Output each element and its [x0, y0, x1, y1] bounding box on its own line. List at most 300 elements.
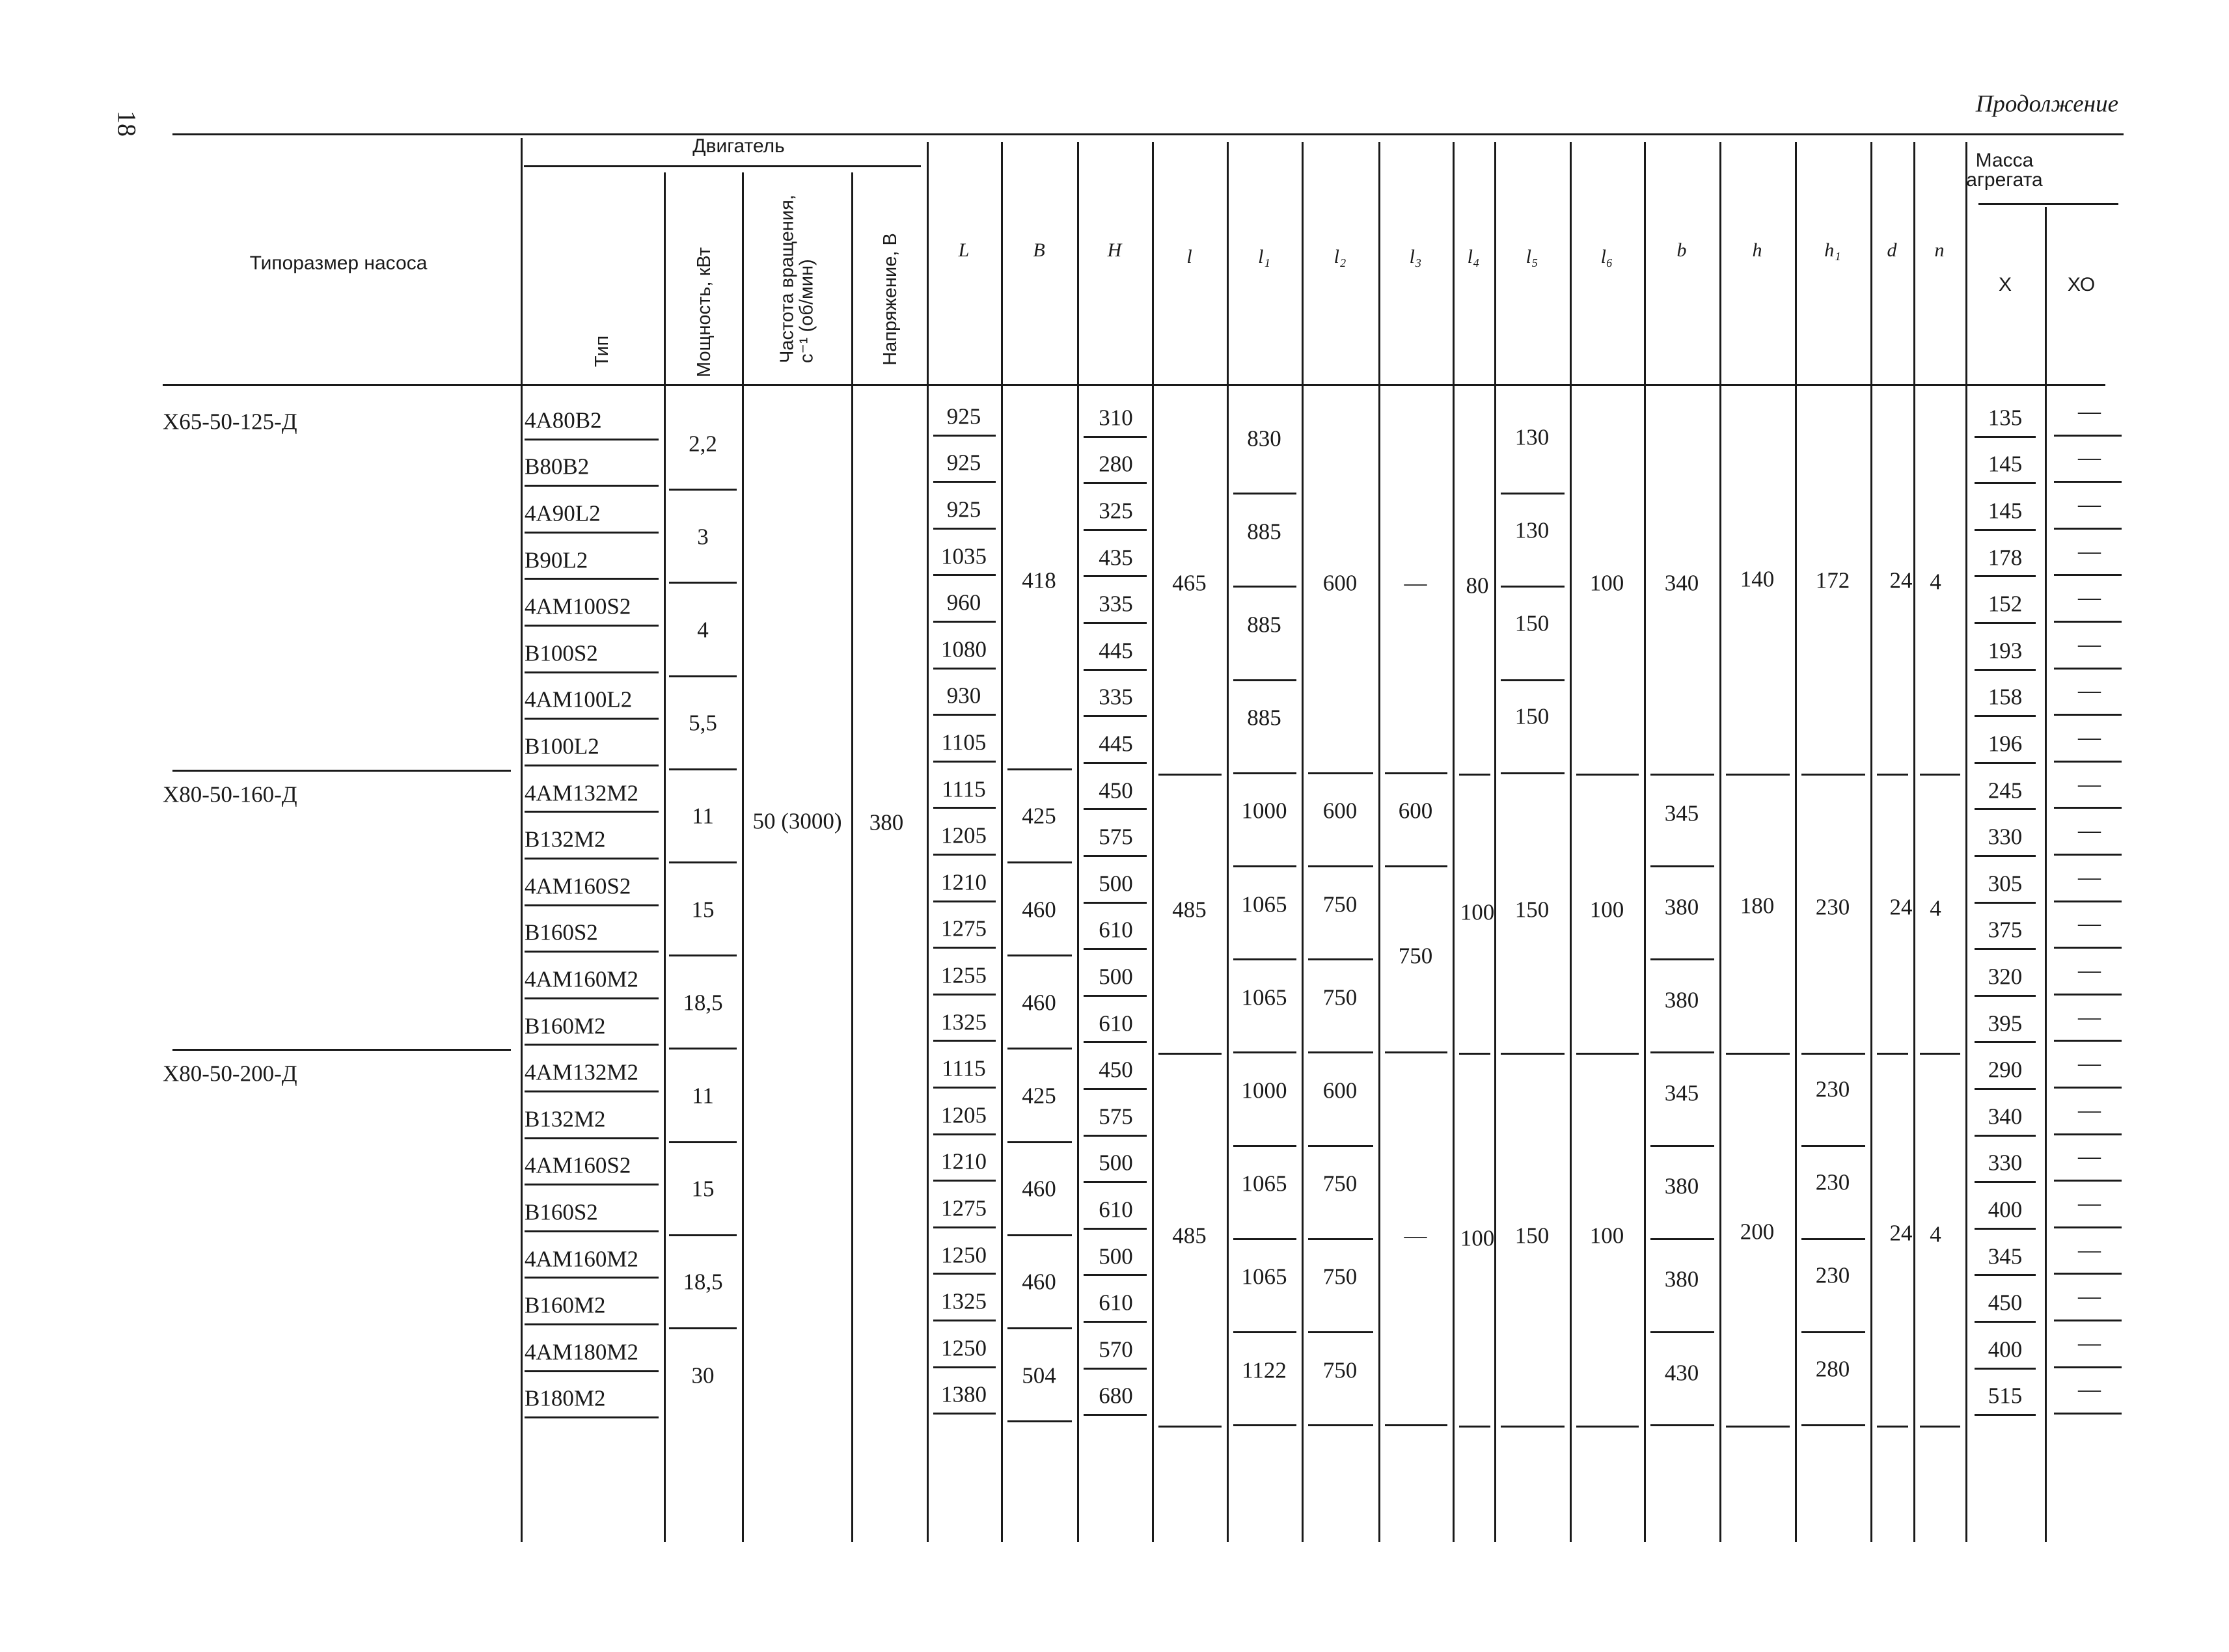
rule-horizontal	[2054, 668, 2122, 670]
rule-horizontal	[1801, 1238, 1865, 1240]
rule-horizontal	[1975, 1368, 2036, 1370]
dim-l6: 100	[1589, 1223, 1624, 1249]
dim-l: 465	[1172, 570, 1207, 596]
dim-l2: 750	[1322, 1264, 1358, 1290]
rule-horizontal	[2054, 854, 2122, 856]
rule-vertical	[1302, 142, 1304, 1542]
rule-horizontal	[1650, 865, 1714, 867]
rule-horizontal	[669, 489, 737, 491]
rule-horizontal	[1877, 774, 1908, 776]
dim-H: 500	[1099, 1243, 1133, 1269]
mass-x: 330	[1988, 1150, 2023, 1176]
rule-horizontal	[933, 668, 996, 670]
mass-x: 340	[1988, 1104, 2023, 1130]
engine-type: 4АМ132М2	[525, 1059, 639, 1085]
dim-l1: 1065	[1241, 1264, 1287, 1290]
rule-horizontal	[525, 1137, 659, 1139]
rule-horizontal	[1501, 493, 1565, 494]
rule-horizontal	[1233, 772, 1296, 774]
mass-x: 178	[1988, 545, 2023, 571]
rule-horizontal	[1975, 808, 2036, 810]
mass-xo: —	[2078, 1050, 2101, 1076]
rule-horizontal	[1650, 1051, 1714, 1053]
dim-l6: 100	[1589, 897, 1624, 923]
rule-horizontal	[669, 768, 737, 770]
dim-B: 460	[1022, 897, 1056, 923]
rule-vertical	[1001, 142, 1003, 1542]
mass-xo: —	[2078, 1376, 2101, 1402]
dim-L: 925	[946, 403, 981, 429]
rule-horizontal	[1158, 774, 1222, 776]
rule-horizontal	[933, 714, 996, 716]
engine-power: 11	[692, 803, 714, 829]
engine-type: В100L2	[525, 733, 599, 759]
rule-horizontal	[933, 435, 996, 437]
rule-horizontal	[2054, 900, 2122, 902]
dim-l3: —	[1404, 570, 1427, 596]
header-engine-type: Тип	[591, 335, 612, 368]
mass-x: 290	[1988, 1057, 2023, 1083]
dim-L: 960	[946, 589, 981, 616]
continuation-label: Продолжение	[1975, 90, 2118, 118]
rule-horizontal	[1801, 1053, 1865, 1055]
dim-H: 310	[1099, 405, 1133, 431]
dim-L: 1275	[941, 1195, 987, 1221]
header-l5: l₅	[1525, 246, 1538, 267]
dim-L: 1105	[941, 729, 987, 755]
rule-horizontal	[1801, 1331, 1865, 1333]
rule-horizontal	[933, 528, 996, 530]
rule-horizontal	[1084, 1041, 1147, 1043]
rule-horizontal	[1084, 1181, 1147, 1183]
rule-horizontal	[1084, 669, 1147, 671]
rule-vertical	[1965, 142, 1967, 1542]
pump-size-1: Х80-50-160-Д	[163, 781, 297, 807]
mass-x: 515	[1988, 1383, 2023, 1409]
dim-l1: 1000	[1241, 1077, 1287, 1104]
rule-horizontal	[669, 861, 737, 863]
mass-x: 330	[1988, 824, 2023, 850]
header-h: h	[1752, 239, 1762, 261]
dim-H: 570	[1099, 1336, 1133, 1362]
dim-l3: 750	[1398, 943, 1433, 969]
header-engine: Двигатель	[692, 135, 785, 157]
rule-horizontal	[1385, 772, 1447, 774]
rule-horizontal	[2054, 1413, 2122, 1415]
mass-xo: —	[2078, 864, 2101, 890]
dim-b: 380	[1664, 987, 1699, 1013]
dim-b: 340	[1664, 570, 1699, 596]
rule-horizontal	[2054, 807, 2122, 809]
rule-horizontal	[1007, 768, 1072, 770]
dim-L: 1080	[941, 636, 987, 662]
rule-horizontal	[1975, 622, 2036, 624]
rule-horizontal	[1084, 482, 1147, 484]
dim-h: 140	[1740, 566, 1775, 592]
mass-xo: —	[2078, 1143, 2101, 1169]
rule-horizontal	[1233, 865, 1296, 867]
rule-horizontal	[1975, 948, 2036, 950]
dim-n: 4	[1930, 895, 1941, 921]
rule-horizontal	[525, 951, 659, 953]
dim-l2: 750	[1322, 1171, 1358, 1197]
dim-d: 24	[1889, 894, 1913, 920]
mass-x: 196	[1988, 731, 2023, 757]
engine-type: В90L2	[525, 547, 588, 573]
rule-vertical	[1077, 142, 1079, 1542]
rule-horizontal	[525, 765, 659, 766]
header-l1: l₁	[1258, 246, 1270, 267]
header-b: b	[1676, 239, 1687, 261]
header-d: d	[1887, 239, 1897, 261]
dim-L: 1255	[941, 962, 987, 988]
dim-L: 930	[946, 683, 981, 709]
header-voltage: Напряжение, В	[879, 233, 901, 366]
engine-type: В160М2	[525, 1292, 606, 1318]
dim-h1: 230	[1815, 1262, 1850, 1288]
mass-xo: —	[2078, 677, 2101, 703]
dim-l2: 600	[1322, 798, 1358, 824]
engine-type: В180М2	[525, 1385, 606, 1411]
mass-x: 193	[1988, 638, 2023, 664]
rule-vertical	[1913, 142, 1915, 1542]
rule-horizontal	[525, 439, 659, 440]
dim-B: 460	[1022, 990, 1056, 1016]
rule-horizontal	[1385, 865, 1447, 867]
engine-type: В160S2	[525, 919, 598, 945]
rule-horizontal	[525, 485, 659, 487]
dim-B: 460	[1022, 1269, 1056, 1295]
dim-L: 1205	[941, 822, 987, 848]
engine-type: 4АМ160М2	[525, 1246, 639, 1272]
dim-h: 180	[1740, 893, 1775, 919]
rule-horizontal	[1975, 1414, 2036, 1416]
dim-H: 280	[1099, 451, 1133, 477]
mass-x: 320	[1988, 964, 2023, 990]
dim-l2: 600	[1322, 1077, 1358, 1104]
mass-x: 135	[1988, 405, 2023, 431]
dim-n: 4	[1930, 1221, 1941, 1247]
rule-horizontal	[1459, 774, 1490, 776]
dim-l2: 750	[1322, 891, 1358, 917]
rule-vertical	[742, 172, 744, 1542]
rule-horizontal	[1501, 679, 1565, 681]
rule-vertical	[1570, 142, 1572, 1542]
rule-horizontal	[525, 578, 659, 580]
rule-horizontal	[525, 811, 659, 813]
dim-l5: 150	[1514, 1223, 1550, 1249]
rule-horizontal	[1978, 203, 2118, 205]
dim-b: 345	[1664, 1080, 1699, 1106]
rule-horizontal	[2054, 621, 2122, 623]
rule-horizontal	[525, 1230, 659, 1232]
dim-l2: 600	[1322, 570, 1358, 596]
rule-horizontal	[525, 718, 659, 720]
rule-horizontal	[1084, 808, 1147, 810]
dim-l4: 100	[1460, 899, 1495, 925]
rule-horizontal	[1726, 774, 1790, 776]
rule-horizontal	[163, 384, 2105, 386]
dim-B: 504	[1022, 1362, 1056, 1388]
dim-L: 1380	[941, 1381, 987, 1407]
rule-horizontal	[172, 1049, 511, 1051]
engine-type: В100S2	[525, 640, 598, 666]
rule-horizontal	[933, 900, 996, 902]
rule-horizontal	[2054, 481, 2122, 483]
mass-x: 345	[1988, 1243, 2023, 1269]
mass-xo: —	[2078, 724, 2101, 750]
engine-voltage: 380	[869, 809, 904, 835]
mass-xo: —	[2078, 771, 2101, 797]
header-l2: l₂	[1333, 246, 1347, 267]
rule-horizontal	[1007, 1234, 1072, 1236]
dim-L: 925	[946, 450, 981, 476]
engine-frequency: 50 (3000)	[752, 808, 842, 834]
rule-horizontal	[1801, 1145, 1865, 1147]
rule-horizontal	[933, 1413, 996, 1415]
header-n: n	[1934, 239, 1945, 261]
dim-H: 500	[1099, 1150, 1133, 1176]
rule-horizontal	[1308, 1238, 1373, 1240]
dim-B: 460	[1022, 1176, 1056, 1202]
dim-b: 380	[1664, 894, 1699, 920]
rule-horizontal	[525, 997, 659, 999]
rule-horizontal	[1975, 1135, 2036, 1137]
header-h1: h₁	[1824, 239, 1841, 261]
dim-L: 1325	[941, 1009, 987, 1035]
header-H: H	[1107, 239, 1122, 261]
dim-b: 345	[1664, 800, 1699, 826]
rule-vertical	[1795, 142, 1797, 1542]
rule-horizontal	[933, 1180, 996, 1182]
rule-horizontal	[933, 621, 996, 623]
rule-horizontal	[1975, 575, 2036, 577]
header-frequency: Частота вращения, с⁻¹ (об/мин)	[776, 195, 817, 363]
rule-horizontal	[669, 955, 737, 956]
rule-horizontal	[1975, 995, 2036, 997]
dim-H: 335	[1099, 591, 1133, 617]
pump-size-2: Х80-50-200-Д	[163, 1061, 297, 1087]
dim-h1: 280	[1815, 1356, 1850, 1382]
mass-x: 145	[1988, 451, 2023, 477]
rule-horizontal	[525, 625, 659, 627]
rule-horizontal	[1084, 1274, 1147, 1276]
engine-power: 18,5	[683, 990, 723, 1016]
rule-horizontal	[933, 1273, 996, 1275]
rule-horizontal	[933, 1040, 996, 1042]
rule-horizontal	[1233, 1238, 1296, 1240]
rule-horizontal	[2054, 761, 2122, 763]
dim-B: 425	[1022, 1083, 1056, 1109]
dim-H: 610	[1099, 1290, 1133, 1316]
mass-xo: —	[2078, 1097, 2101, 1123]
engine-power: 3	[697, 524, 709, 550]
dim-H: 445	[1099, 638, 1133, 664]
mass-xo: —	[2078, 491, 2101, 517]
rule-horizontal	[1920, 774, 1960, 776]
dim-B: 425	[1022, 803, 1056, 829]
page-number: 18	[112, 111, 142, 137]
dim-l1: 885	[1247, 519, 1281, 545]
engine-type: 4АМ180М2	[525, 1339, 639, 1365]
rule-vertical	[2045, 207, 2047, 1542]
rule-horizontal	[933, 1366, 996, 1368]
dim-l5: 130	[1514, 517, 1550, 543]
dim-l1: 1065	[1241, 984, 1287, 1010]
rule-horizontal	[669, 1048, 737, 1049]
dim-l6: 100	[1589, 570, 1624, 596]
rule-horizontal	[2054, 574, 2122, 576]
rule-vertical	[1152, 142, 1154, 1542]
rule-horizontal	[2054, 1273, 2122, 1275]
rule-horizontal	[1975, 902, 2036, 904]
rule-horizontal	[1308, 772, 1373, 774]
dim-b: 380	[1664, 1266, 1699, 1292]
engine-type: В80В2	[525, 454, 590, 480]
dim-l5: 150	[1514, 610, 1550, 636]
dim-l1: 885	[1247, 705, 1281, 731]
rule-horizontal	[172, 770, 511, 772]
dim-L: 1210	[941, 869, 987, 895]
rule-horizontal	[1233, 586, 1296, 588]
rule-horizontal	[1233, 958, 1296, 960]
mass-xo: —	[2078, 1004, 2101, 1030]
rule-vertical	[1378, 142, 1380, 1542]
dim-H: 450	[1099, 778, 1133, 804]
rule-horizontal	[1233, 679, 1296, 681]
engine-power: 2,2	[689, 431, 717, 457]
rule-horizontal	[1007, 1048, 1072, 1049]
rule-horizontal	[1084, 902, 1147, 904]
rule-horizontal	[2054, 714, 2122, 716]
rule-horizontal	[525, 1277, 659, 1279]
rule-horizontal	[1975, 855, 2036, 857]
rule-horizontal	[1650, 774, 1714, 776]
rule-horizontal	[2054, 1133, 2122, 1135]
dim-H: 450	[1099, 1057, 1133, 1083]
rule-horizontal	[669, 1234, 737, 1236]
rule-horizontal	[1877, 1426, 1908, 1428]
dim-d: 24	[1889, 567, 1913, 593]
rule-horizontal	[1801, 1424, 1865, 1426]
rule-horizontal	[1084, 1414, 1147, 1416]
rule-horizontal	[933, 947, 996, 949]
dim-l2: 750	[1322, 984, 1358, 1010]
rule-horizontal	[1975, 1041, 2036, 1043]
rule-horizontal	[1576, 774, 1639, 776]
dim-H: 610	[1099, 917, 1133, 943]
rule-horizontal	[1726, 1053, 1790, 1055]
dim-l1: 885	[1247, 612, 1281, 638]
header-power: Мощность, кВт	[693, 247, 715, 377]
rule-horizontal	[1501, 586, 1565, 588]
rule-horizontal	[525, 1416, 659, 1418]
rule-horizontal	[1975, 1274, 2036, 1276]
rule-horizontal	[1084, 1088, 1147, 1090]
rule-vertical	[1227, 142, 1229, 1542]
rule-horizontal	[1975, 1228, 2036, 1230]
rule-vertical	[1644, 142, 1646, 1542]
rule-horizontal	[2054, 1320, 2122, 1321]
engine-type: В132М2	[525, 826, 606, 852]
rule-vertical	[664, 172, 666, 1542]
rule-horizontal	[1084, 575, 1147, 577]
engine-type: В160М2	[525, 1013, 606, 1039]
header-l3: l₃	[1409, 246, 1422, 267]
rule-horizontal	[1975, 529, 2036, 531]
rule-horizontal	[2054, 947, 2122, 949]
rule-horizontal	[1084, 1228, 1147, 1230]
dim-b: 380	[1664, 1173, 1699, 1199]
engine-power: 15	[691, 897, 715, 923]
dim-b: 430	[1664, 1360, 1699, 1386]
rule-horizontal	[669, 675, 737, 677]
rule-horizontal	[1975, 715, 2036, 717]
rule-horizontal	[933, 1133, 996, 1135]
dim-l1: 1000	[1241, 798, 1287, 824]
rule-horizontal	[1084, 1321, 1147, 1323]
rule-horizontal	[525, 904, 659, 906]
dim-H: 610	[1099, 1197, 1133, 1223]
rule-horizontal	[2054, 1226, 2122, 1228]
mass-x: 305	[1988, 871, 2023, 897]
dim-H: 500	[1099, 871, 1133, 897]
rule-horizontal	[524, 165, 921, 167]
rule-horizontal	[933, 854, 996, 856]
rule-horizontal	[1801, 774, 1865, 776]
dim-H: 610	[1099, 1010, 1133, 1036]
rule-horizontal	[1650, 1424, 1714, 1426]
rule-horizontal	[1726, 1426, 1790, 1428]
rule-horizontal	[933, 1320, 996, 1321]
rule-horizontal	[1308, 1145, 1373, 1147]
rule-horizontal	[525, 1090, 659, 1092]
rule-vertical	[1453, 142, 1455, 1542]
header-l: l	[1186, 246, 1192, 267]
mass-xo: —	[2078, 1237, 2101, 1263]
engine-power: 5,5	[689, 710, 717, 736]
engine-type: 4АМ160S2	[525, 873, 631, 899]
dim-l1: 1065	[1241, 1171, 1287, 1197]
dim-L: 1275	[941, 915, 987, 941]
dim-l1: 1122	[1242, 1357, 1287, 1383]
mass-xo: —	[2078, 538, 2101, 564]
rule-horizontal	[1158, 1053, 1222, 1055]
rule-horizontal	[1233, 1331, 1296, 1333]
rule-horizontal	[2054, 1366, 2122, 1368]
mass-x: 152	[1988, 591, 2023, 617]
rule-horizontal	[2054, 435, 2122, 437]
rule-horizontal	[933, 761, 996, 763]
rule-horizontal	[1233, 1051, 1296, 1053]
mass-x: 245	[1988, 778, 2023, 804]
rule-horizontal	[1308, 958, 1373, 960]
rule-horizontal	[1459, 1053, 1490, 1055]
rule-horizontal	[1385, 1051, 1447, 1053]
rule-horizontal	[1084, 715, 1147, 717]
rule-horizontal	[1007, 861, 1072, 863]
dim-L: 1115	[942, 1055, 986, 1081]
mass-x: 400	[1988, 1197, 2023, 1223]
dim-h1: 230	[1815, 1076, 1850, 1102]
rule-horizontal	[1233, 1145, 1296, 1147]
dim-L: 1035	[941, 543, 987, 569]
dim-l5: 150	[1514, 897, 1550, 923]
rule-horizontal	[1385, 1424, 1447, 1426]
rule-horizontal	[2054, 1087, 2122, 1089]
rule-horizontal	[669, 582, 737, 584]
rule-horizontal	[1007, 1327, 1072, 1329]
